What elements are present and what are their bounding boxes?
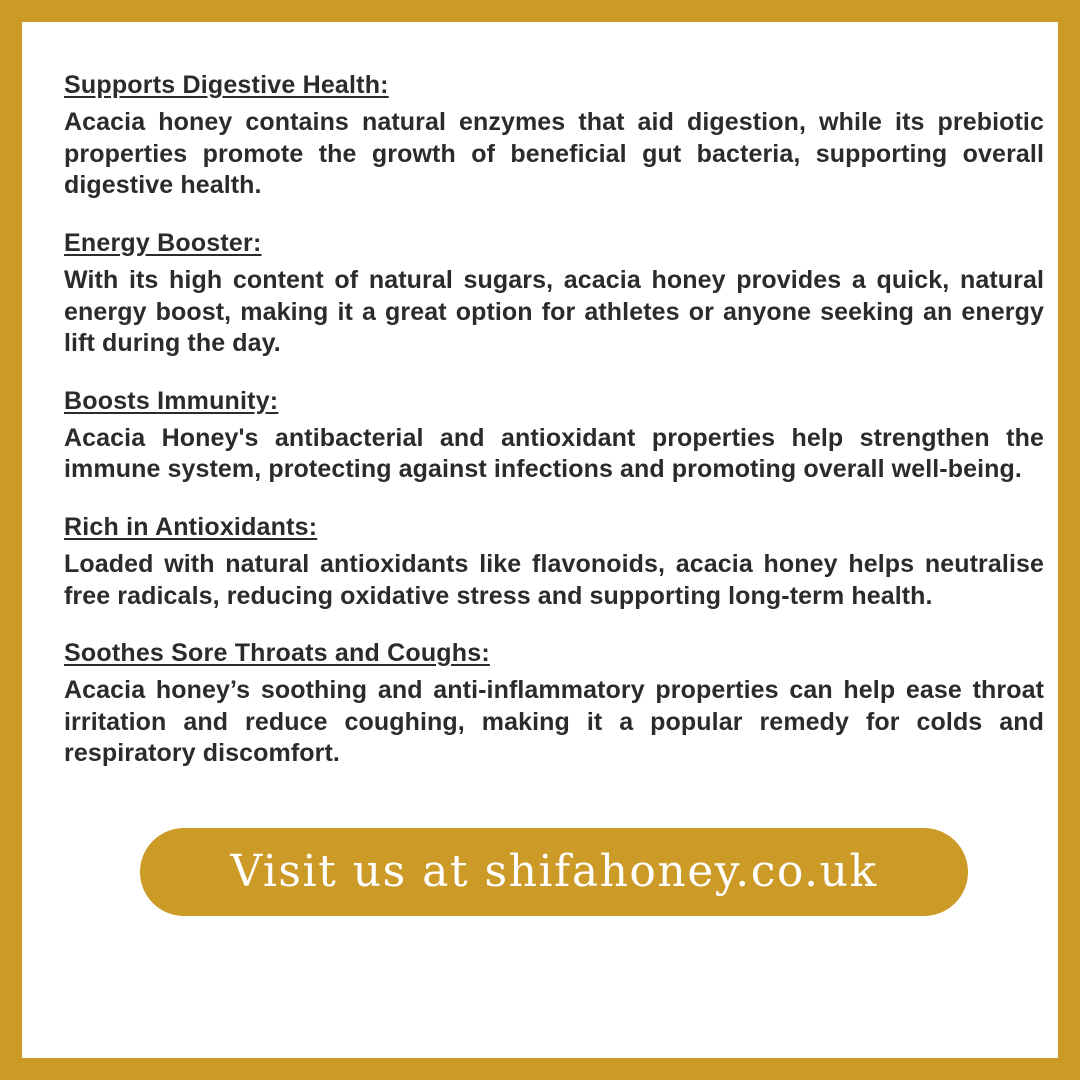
section-heading: Soothes Sore Throats and Coughs: (64, 639, 490, 667)
benefit-section-energy-booster (64, 228, 1044, 360)
benefit-section-soothes-sore-throats (64, 638, 1044, 770)
cta-container (64, 828, 1044, 916)
visit-website-button[interactable]: Visit us at shifahoney.co.uk (140, 828, 968, 916)
section-body: Acacia honey contains natural enzymes that aid digestion, while its prebiotic properties promote the growth of beneficial gut bacteria, supporting overall digestive health. (64, 108, 1044, 200)
section-body: Acacia honey’s soothing and anti-inflammatory properties can help ease throat irritation and reduce coughing, making it a popular remedy for colds and respiratory discomfort. (64, 676, 1044, 768)
benefit-section-rich-in-antioxidants (64, 512, 1044, 612)
section-heading: Boosts Immunity: (64, 386, 279, 415)
benefit-section-digestive-health (64, 70, 1044, 202)
section-body: Acacia Honey's antibacterial and antioxidant properties help strengthen the immune system, protecting against infections and promoting overall well-being. (64, 423, 1044, 484)
section-body: Loaded with natural antioxidants like flavonoids, acacia honey helps neutralise free radicals, reducing oxidative stress and supporting long-term health. (64, 550, 1044, 610)
section-heading: Energy Booster: (64, 228, 262, 257)
benefits-list (64, 70, 1044, 916)
section-heading: Rich in Antioxidants: (64, 512, 318, 541)
content-card (22, 22, 1058, 1058)
section-heading: Supports Digestive Health: (64, 71, 389, 99)
benefit-section-boosts-immunity (64, 386, 1044, 486)
section-body: With its high content of natural sugars, acacia honey provides a quick, natural energy boost, making it a great option for athletes or anyone seeking an energy lift during the day. (64, 266, 1044, 357)
